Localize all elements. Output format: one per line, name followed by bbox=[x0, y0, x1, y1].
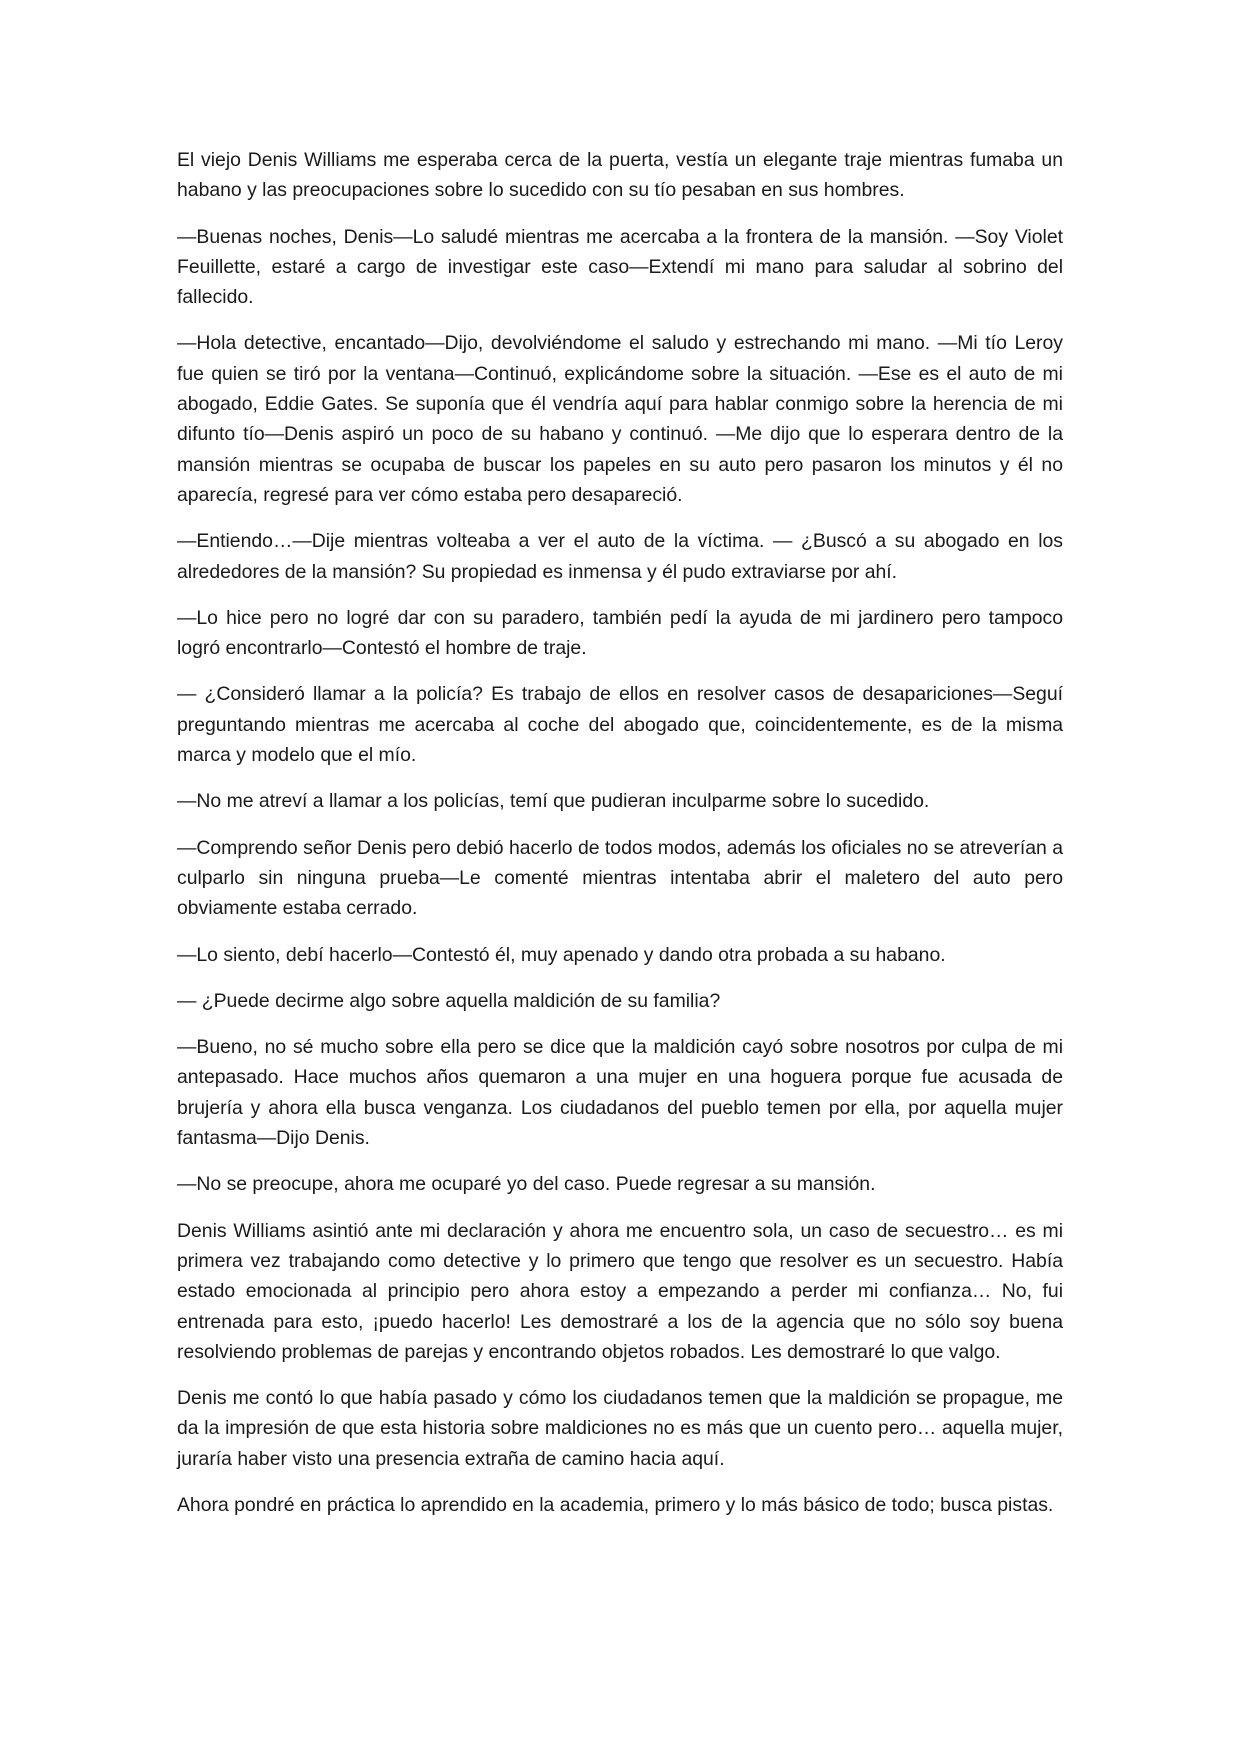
paragraph: El viejo Denis Williams me esperaba cerca de la puerta, vestía un elegante traje mientras fumaba un habano y las preocupaciones sobre lo sucedido con su tío pesaban en sus hombres. bbox=[177, 149, 1063, 202]
paragraph: — ¿Puede decirme algo sobre aquella maldición de su familia? bbox=[177, 989, 721, 1012]
paragraph: —Entiendo…—Dije mientras volteaba a ver el auto de la víctima. — ¿Buscó a su abogado en los alrededores de la mansión? Su propiedad es inmensa y él pudo extraviarse por ahí. bbox=[177, 530, 1063, 583]
paragraph: Denis Williams asintió ante mi declaración y ahora me encuentro sola, un caso de secuestro… es mi primera vez trabajando como detective y lo primero que tengo que resolver es un secuestro. Había estado emocionada al principio pero ahora estoy a empezando a perder mi confianza… No, fui entrenada para esto, ¡puedo hacerlo! Les demostraré a los de la agencia que no sólo soy buena resolviendo problemas de parejas y encontrando objetos robados. Les demostraré lo que valgo. bbox=[177, 1219, 1063, 1363]
paragraph: —No se preocupe, ahora me ocuparé yo del caso. Puede regresar a su mansión. bbox=[177, 1173, 876, 1196]
paragraph: Denis me contó lo que había pasado y cómo los ciudadanos temen que la maldición se propague, me da la impresión de que esta historia sobre maldiciones no es más que un cuento pero… aquella mujer, juraría haber visto una presencia extraña de camino hacia aquí. bbox=[177, 1387, 1063, 1470]
paragraph: —Bueno, no sé mucho sobre ella pero se dice que la maldición cayó sobre nosotros por culpa de mi antepasado. Hace muchos años quemaron a una mujer en una hoguera porque fue acusada de brujería y ahora ella busca venganza. Los ciudadanos del pueblo temen por ella, por aquella mujer fantasma—Dijo Denis. bbox=[177, 1036, 1063, 1150]
paragraph: —Comprendo señor Denis pero debió hacerlo de todos modos, además los oficiales no se atreverían a culparlo sin ninguna prueba—Le comenté mientras intentaba abrir el maletero del auto pero obviamente estaba cerrado. bbox=[177, 836, 1064, 920]
paragraph: —Lo siento, debí hacerlo—Contestó él, muy apenado y dando otra probada a su habano. bbox=[177, 943, 946, 966]
paragraph: Ahora pondré en práctica lo aprendido en la academia, primero y lo más básico de todo; busca pistas. bbox=[177, 1493, 1054, 1516]
paragraph: — ¿Consideró llamar a la policía? Es trabajo de ellos en resolver casos de desapariciones—Seguí preguntando mientras me acercaba al coche del abogado que, coincidentemente, es de la misma marca y modelo que el mío. bbox=[177, 683, 1063, 767]
paragraph: —Buenas noches, Denis—Lo saludé mientras me acercaba a la frontera de la mansión. —Soy Violet Feuillette, estaré a cargo de investigar este caso—Extendí mi mano para saludar al sobrino del fallecido. bbox=[177, 225, 1063, 309]
paragraph: —Hola detective, encantado—Dijo, devolviéndome el saludo y estrechando mi mano. —Mi tío Leroy fue quien se tiró por la ventana—Continuó, explicándome sobre la situación. —Ese es el auto de mi abogado, Eddie Gates. Se suponía que él vendría aquí para hablar conmigo sobre la herencia de mi difunto tío—Denis aspiró un poco de su habano y continuó. —Me dijo que lo esperara dentro de la mansión mientras se ocupaba de buscar los papeles en su auto pero pasaron los minutos y él no aparecía, regresé para ver cómo estaba pero desapareció. bbox=[177, 332, 1063, 506]
paragraph: —No me atreví a llamar a los policías, temí que pudieran inculparme sobre lo sucedido. bbox=[177, 790, 930, 813]
document-page bbox=[177, 145, 1063, 1536]
paragraph: —Lo hice pero no logré dar con su paradero, también pedí la ayuda de mi jardinero pero tampoco logró encontrarlo—Contestó el hombre de traje. bbox=[177, 606, 1063, 660]
